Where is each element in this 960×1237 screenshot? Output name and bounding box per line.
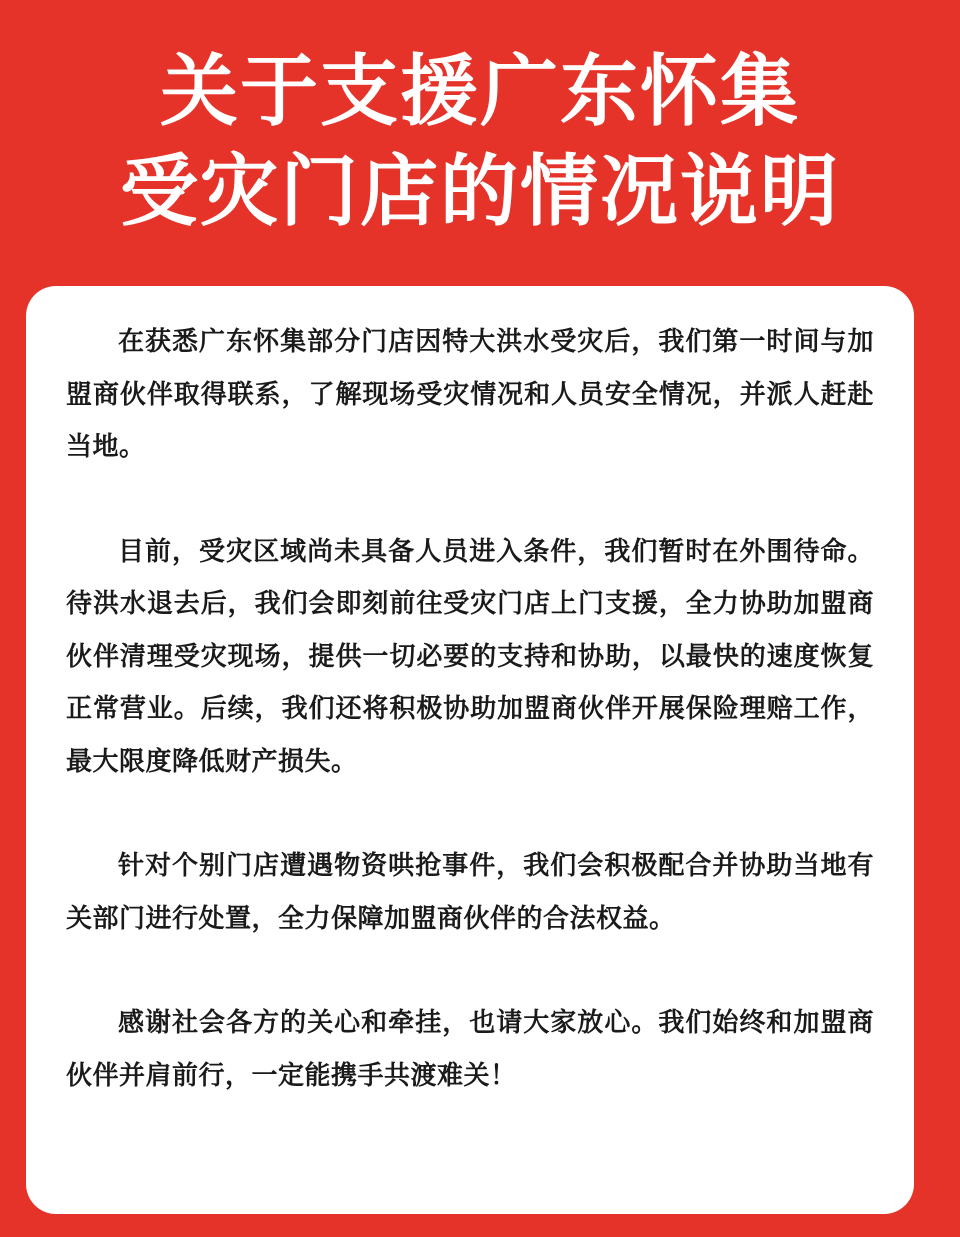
paragraph-looting-response: 针对个别门店遭遇物资哄抢事件，我们会积极配合并协助当地有关部门进行处置，全力保障加盟商伙伴的合法权益。 xyxy=(66,851,874,934)
title-line-1: 关于支援广东怀集 xyxy=(159,47,800,137)
paragraph-thanks: 感谢社会各方的关心和牵挂，也请大家放心。我们始终和加盟商伙伴并肩前行，一定能携手共渡难关！ xyxy=(66,1008,874,1091)
title-line-2: 受灾门店的情况说明 xyxy=(119,147,840,237)
paragraph-contact: 在获悉广东怀集部分门店因特大洪水受灾后，我们第一时间与加盟商伙伴取得联系，了解现场受灾情况和人员安全情况，并派人赶赴当地。 xyxy=(66,327,874,462)
paragraph-support-plan: 目前，受灾区域尚未具备人员进入条件，我们暂时在外围待命。待洪水退去后，我们会即刻前往受灾门店上门支援，全力协助加盟商伙伴清理受灾现场，提供一切必要的支持和协助，以最快的速度恢复正常营业。后续，我们还将积极协助加盟商伙伴开展保险理赔工作，最大限度降低财产损失。 xyxy=(66,536,874,777)
page-title xyxy=(0,42,960,242)
notice-card xyxy=(26,286,914,1214)
